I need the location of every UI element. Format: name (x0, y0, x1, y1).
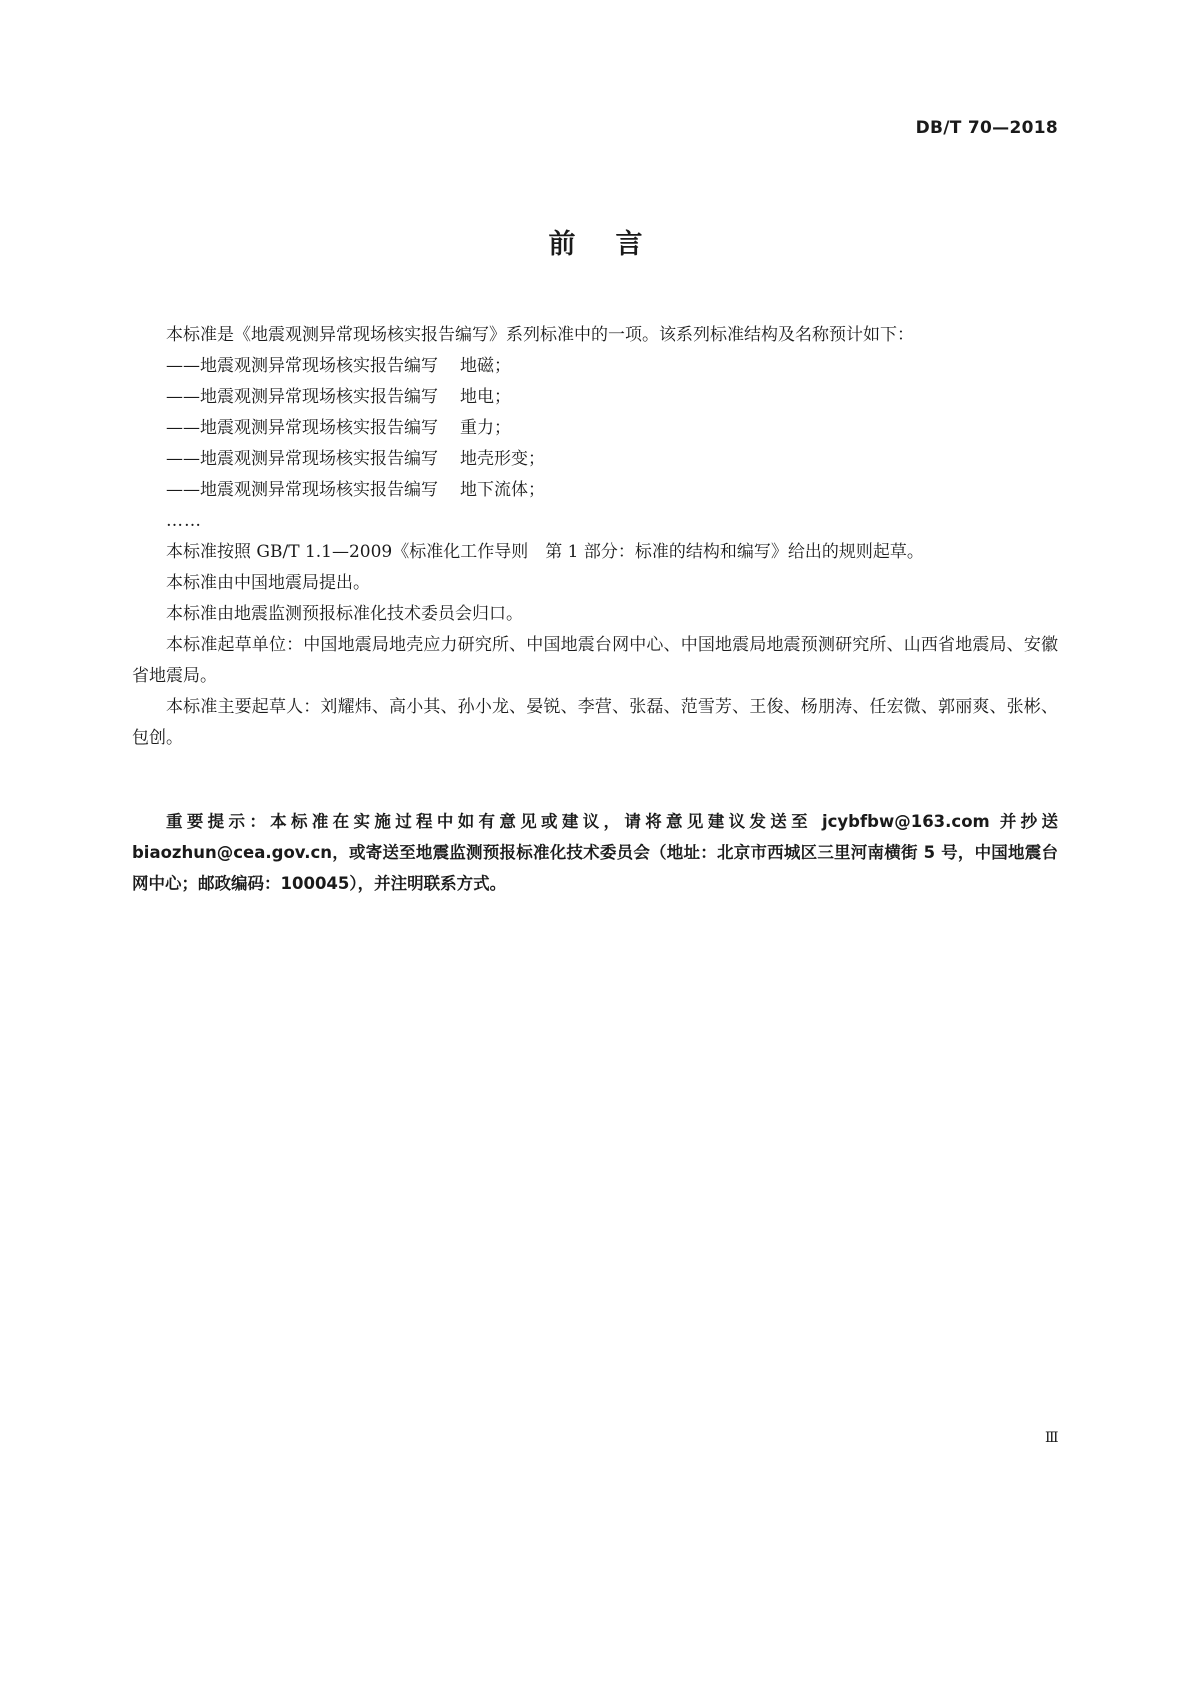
list-item-suffix: 地磁； (460, 356, 511, 376)
standard-code: DB/T 70—2018 (915, 118, 1058, 138)
drafters-paragraph: 本标准主要起草人：刘耀炜、高小其、孙小龙、晏锐、李营、张磊、范雪芳、王俊、杨朋涛、任宏微、郭丽爽、张彬、包创。 (132, 697, 1058, 748)
page-title: 前言 (548, 229, 683, 260)
list-item-prefix: ——地震观测异常现场核实报告编写 (166, 480, 438, 500)
page-number: Ⅲ (1045, 1430, 1059, 1446)
important-notice: 重要提示：本标准在实施过程中如有意见或建议，请将意见建议发送至 jcybfbw@163.com 并抄送 biaozhun@cea.gov.cn，或寄送至地震监测预报标准化技术委员会（地址：北京市西城区三里河南横街 5 号，中国地震台网中心；邮政编码：100045），并注明联系方式。 (132, 812, 1058, 893)
list-item (132, 413, 1058, 444)
list-item (132, 475, 1058, 506)
list-item-prefix: ——地震观测异常现场核实报告编写 (166, 418, 438, 438)
list-item (132, 351, 1058, 382)
foreword-body (132, 320, 1058, 754)
list-item-suffix: 地电； (460, 387, 511, 407)
list-item (132, 382, 1058, 413)
drafting-rules-paragraph: 本标准按照 GB/T 1.1—2009《标准化工作导则 第 1 部分：标准的结构和编写》给出的规则起草。 (166, 542, 924, 562)
list-item-suffix: 地壳形变； (460, 449, 545, 469)
drafting-units-paragraph: 本标准起草单位：中国地震局地壳应力研究所、中国地震台网中心、中国地震局地震预测研究所、山西省地震局、安徽省地震局。 (132, 635, 1058, 686)
committee-paragraph: 本标准由地震监测预报标准化技术委员会归口。 (166, 604, 523, 624)
list-item-suffix: 地下流体； (460, 480, 545, 500)
list-ellipsis: …… (166, 511, 202, 531)
list-item-prefix: ——地震观测异常现场核实报告编写 (166, 387, 438, 407)
list-item-prefix: ——地震观测异常现场核实报告编写 (166, 449, 438, 469)
list-item-suffix: 重力； (460, 418, 511, 438)
intro-paragraph: 本标准是《地震观测异常现场核实报告编写》系列标准中的一项。该系列标准结构及名称预计如下： (166, 325, 914, 345)
proposer-paragraph: 本标准由中国地震局提出。 (166, 573, 370, 593)
list-item (132, 444, 1058, 475)
list-item-prefix: ——地震观测异常现场核实报告编写 (166, 356, 438, 376)
